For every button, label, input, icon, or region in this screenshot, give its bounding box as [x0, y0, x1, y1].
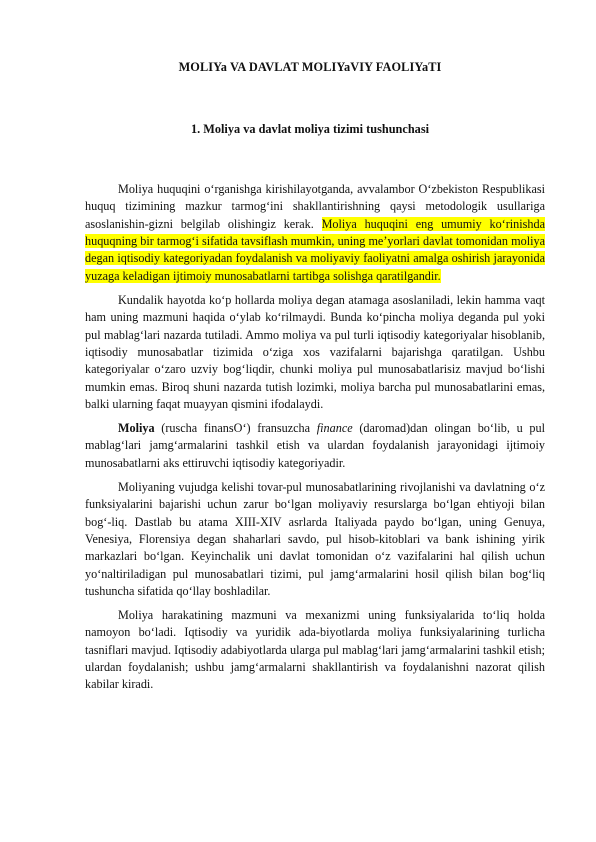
paragraph-4: Moliyaning vujudga kelishi tovar-pul munosabatlarining rivojlanishi va davlatning o‘z funksiyalarini bajarishi uchun zarur bo‘lgan moliyaviy resurslarga bo‘lgan ehtiyoji bilan bog‘-liq. Dastlab bu atama XIII-XIV asrlarda Italiyada paydo bo‘lgan, uning Genuya, Venesiya, Florensiya degan shaharlari savdo, pul hisob-kitoblari va bank ishining yirik markazlari bo‘lgan. Keyinchalik uni davlat tomonidan o‘z vazifalarini hal qilish uchun yo‘naltiriladigan pul munosabatlari tizimi, pul jamg‘armalarini hosil qilish bilan bog‘liq tushuncha sifatida qo‘llay boshladilar. — [85, 479, 545, 598]
paragraph-3 — [85, 420, 545, 472]
paragraph-3-text-b: (daromad)dan olingan bo‘lib, u pul mablag‘lari jamg‘armalarini tashkil etish va ulardan foydalanish jarayonidagi ijtimoiy munosabatlarni aks ettiruvchi iqtisodiy kategoriyadir. — [85, 421, 545, 470]
foreign-word: finance — [316, 421, 353, 436]
document-body — [85, 181, 545, 701]
document-title: MOLIYa VA DAVLAT MOLIYaVIY FAOLIYaTI — [178, 60, 442, 74]
paragraph-5: Moliya harakatining mazmuni va mexanizmi uning funksiyalarida to‘liq holda namoyon bo‘ladi. Iqtisodiy va yuridik ada-biyotlarda moliya funksiyalarining turlicha tasniflari mavjud. Iqtisodiy adabiyotlarda ularga pul mablag‘lari jamg‘armalarini tashkil etish; ulardan foydalanish; ushbu jamg‘armalarni shakllantirish va foydalanishni nazorat qilish kabilar kiradi. — [85, 608, 545, 692]
highlighted-definition: Moliya huquqini eng umumiy ko‘rinishda huquqning bir tarmog‘i sifatida tavsiflash mumkin, uning me’yorlari davlat tomonidan moliya degan iqtisodiy kategoriyadan foydalanish va moliyaviy faoliyatni amalga oshirish jarayonida yuzaga keladigan ijtimoiy munosabatlarni tartibga solishga qaratilgandir. — [85, 216, 546, 283]
paragraph-3-text-a: (ruscha finansO‘) fransuzcha — [154, 421, 317, 436]
paragraph-2: Kundalik hayotda ko‘p hollarda moliya degan atamaga asoslaniladi, lekin hamma vaqt ham uning mazmuni haqida o‘ylab ko‘rilmaydi. Bunda ko‘pincha moliya deganda pul yoki pul mablag‘lari nazarda tutiladi. Ammo moliya va pul turli iqtisodiy kategoriyalar hisoblanib, iqtisodiy munosabatlar tizimida o‘ziga xos vazifalarni bajarishga qaratilgan. Ushbu kategoriyalar o‘zaro uzviy bog‘liqdir, chunki moliya pul munosabatlarisiz mavjud bo‘lishi mumkin emas. Biroq shuni nazarda tutish lozimki, moliya barcha pul munosabatlarini emas, balki ularning faqat muayyan qismini ifodalaydi. — [85, 292, 545, 411]
defined-term: Moliya — [118, 421, 155, 436]
paragraph-1-text: Moliya huquqini o‘rganishga kirishilayotganda, avvalambor O‘zbekiston Respublikasi huquq tizimining mazkur tarmog‘ini shakllantirishning qaysi metodologik usullariga asoslanishin-gizni belgilab olishingiz kerak. — [85, 182, 545, 231]
section-heading: 1. Moliya va davlat moliya tizimi tushunchasi — [190, 122, 430, 136]
paragraph-1 — [85, 181, 545, 285]
